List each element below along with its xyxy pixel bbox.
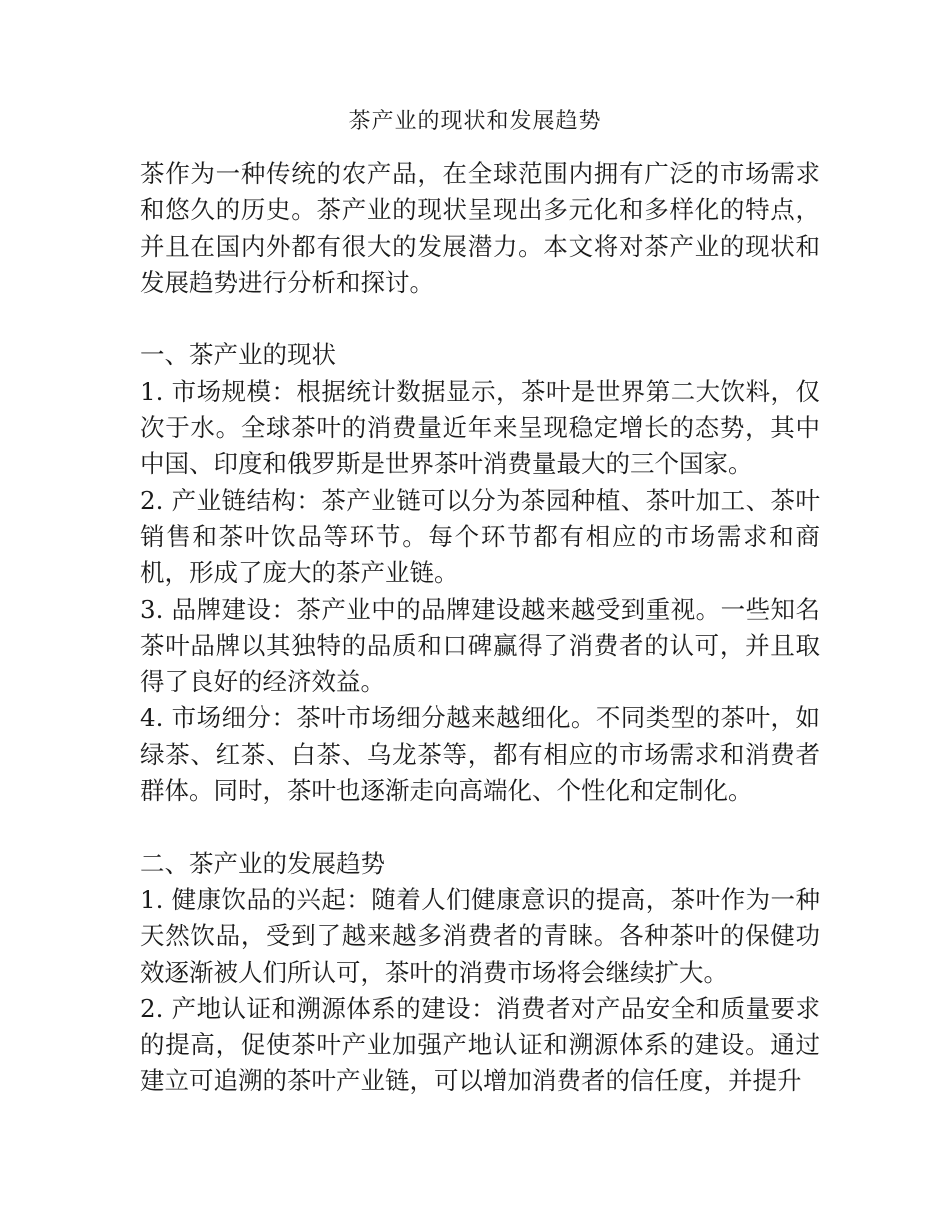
section-heading-status: 一、茶产业的现状 [140,340,336,370]
section-heading-trends: 二、茶产业的发展趋势 [140,848,385,878]
paragraph-spacer [140,301,820,337]
status-item-industry-chain: 2. 产业链结构：茶产业链可以分为茶园种植、茶叶加工、茶叶销售和茶叶饮品等环节。每个环节都有相应的市场需求和商机，形成了庞大的茶产业链。 [140,485,820,588]
trend-item-origin-certification: 2. 产地认证和溯源体系的建设：消费者对产品安全和质量要求的提高，促使茶叶产业加强产地认证和溯源体系的建设。通过建立可追溯的茶叶产业链，可以增加消费者的信任度，并提升 [140,993,820,1096]
status-item-market-size: 1. 市场规模：根据统计数据显示，茶叶是世界第二大饮料，仅次于水。全球茶叶的消费量近年来呈现稳定增长的态势，其中中国、印度和俄罗斯是世界茶叶消费量最大的三个国家。 [140,376,820,479]
page-title: 茶产业的现状和发展趋势 [348,109,602,134]
paragraph-spacer [140,809,820,845]
trend-item-health-drinks: 1. 健康饮品的兴起：随着人们健康意识的提高，茶叶作为一种天然饮品，受到了越来越多消费者的青睐。各种茶叶的保健功效逐渐被人们所认可，茶叶的消费市场将会继续扩大。 [140,884,820,987]
status-item-brand-building: 3. 品牌建设：茶产业中的品牌建设越来越受到重视。一些知名茶叶品牌以其独特的品质和口碑赢得了消费者的认可，并且取得了良好的经济效益。 [140,594,820,697]
intro-paragraph: 茶作为一种传统的农产品，在全球范围内拥有广泛的市场需求和悠久的历史。茶产业的现状呈现出多元化和多样化的特点，并且在国内外都有很大的发展潜力。本文将对茶产业的现状和发展趋势进行分析和探讨。 [140,159,820,297]
status-item-market-segmentation: 4. 市场细分：茶叶市场细分越来越细化。不同类型的茶叶，如绿茶、红茶、白茶、乌龙茶等，都有相应的市场需求和消费者群体。同时，茶叶也逐渐走向高端化、个性化和定制化。 [140,703,820,806]
document-body [140,156,820,1100]
